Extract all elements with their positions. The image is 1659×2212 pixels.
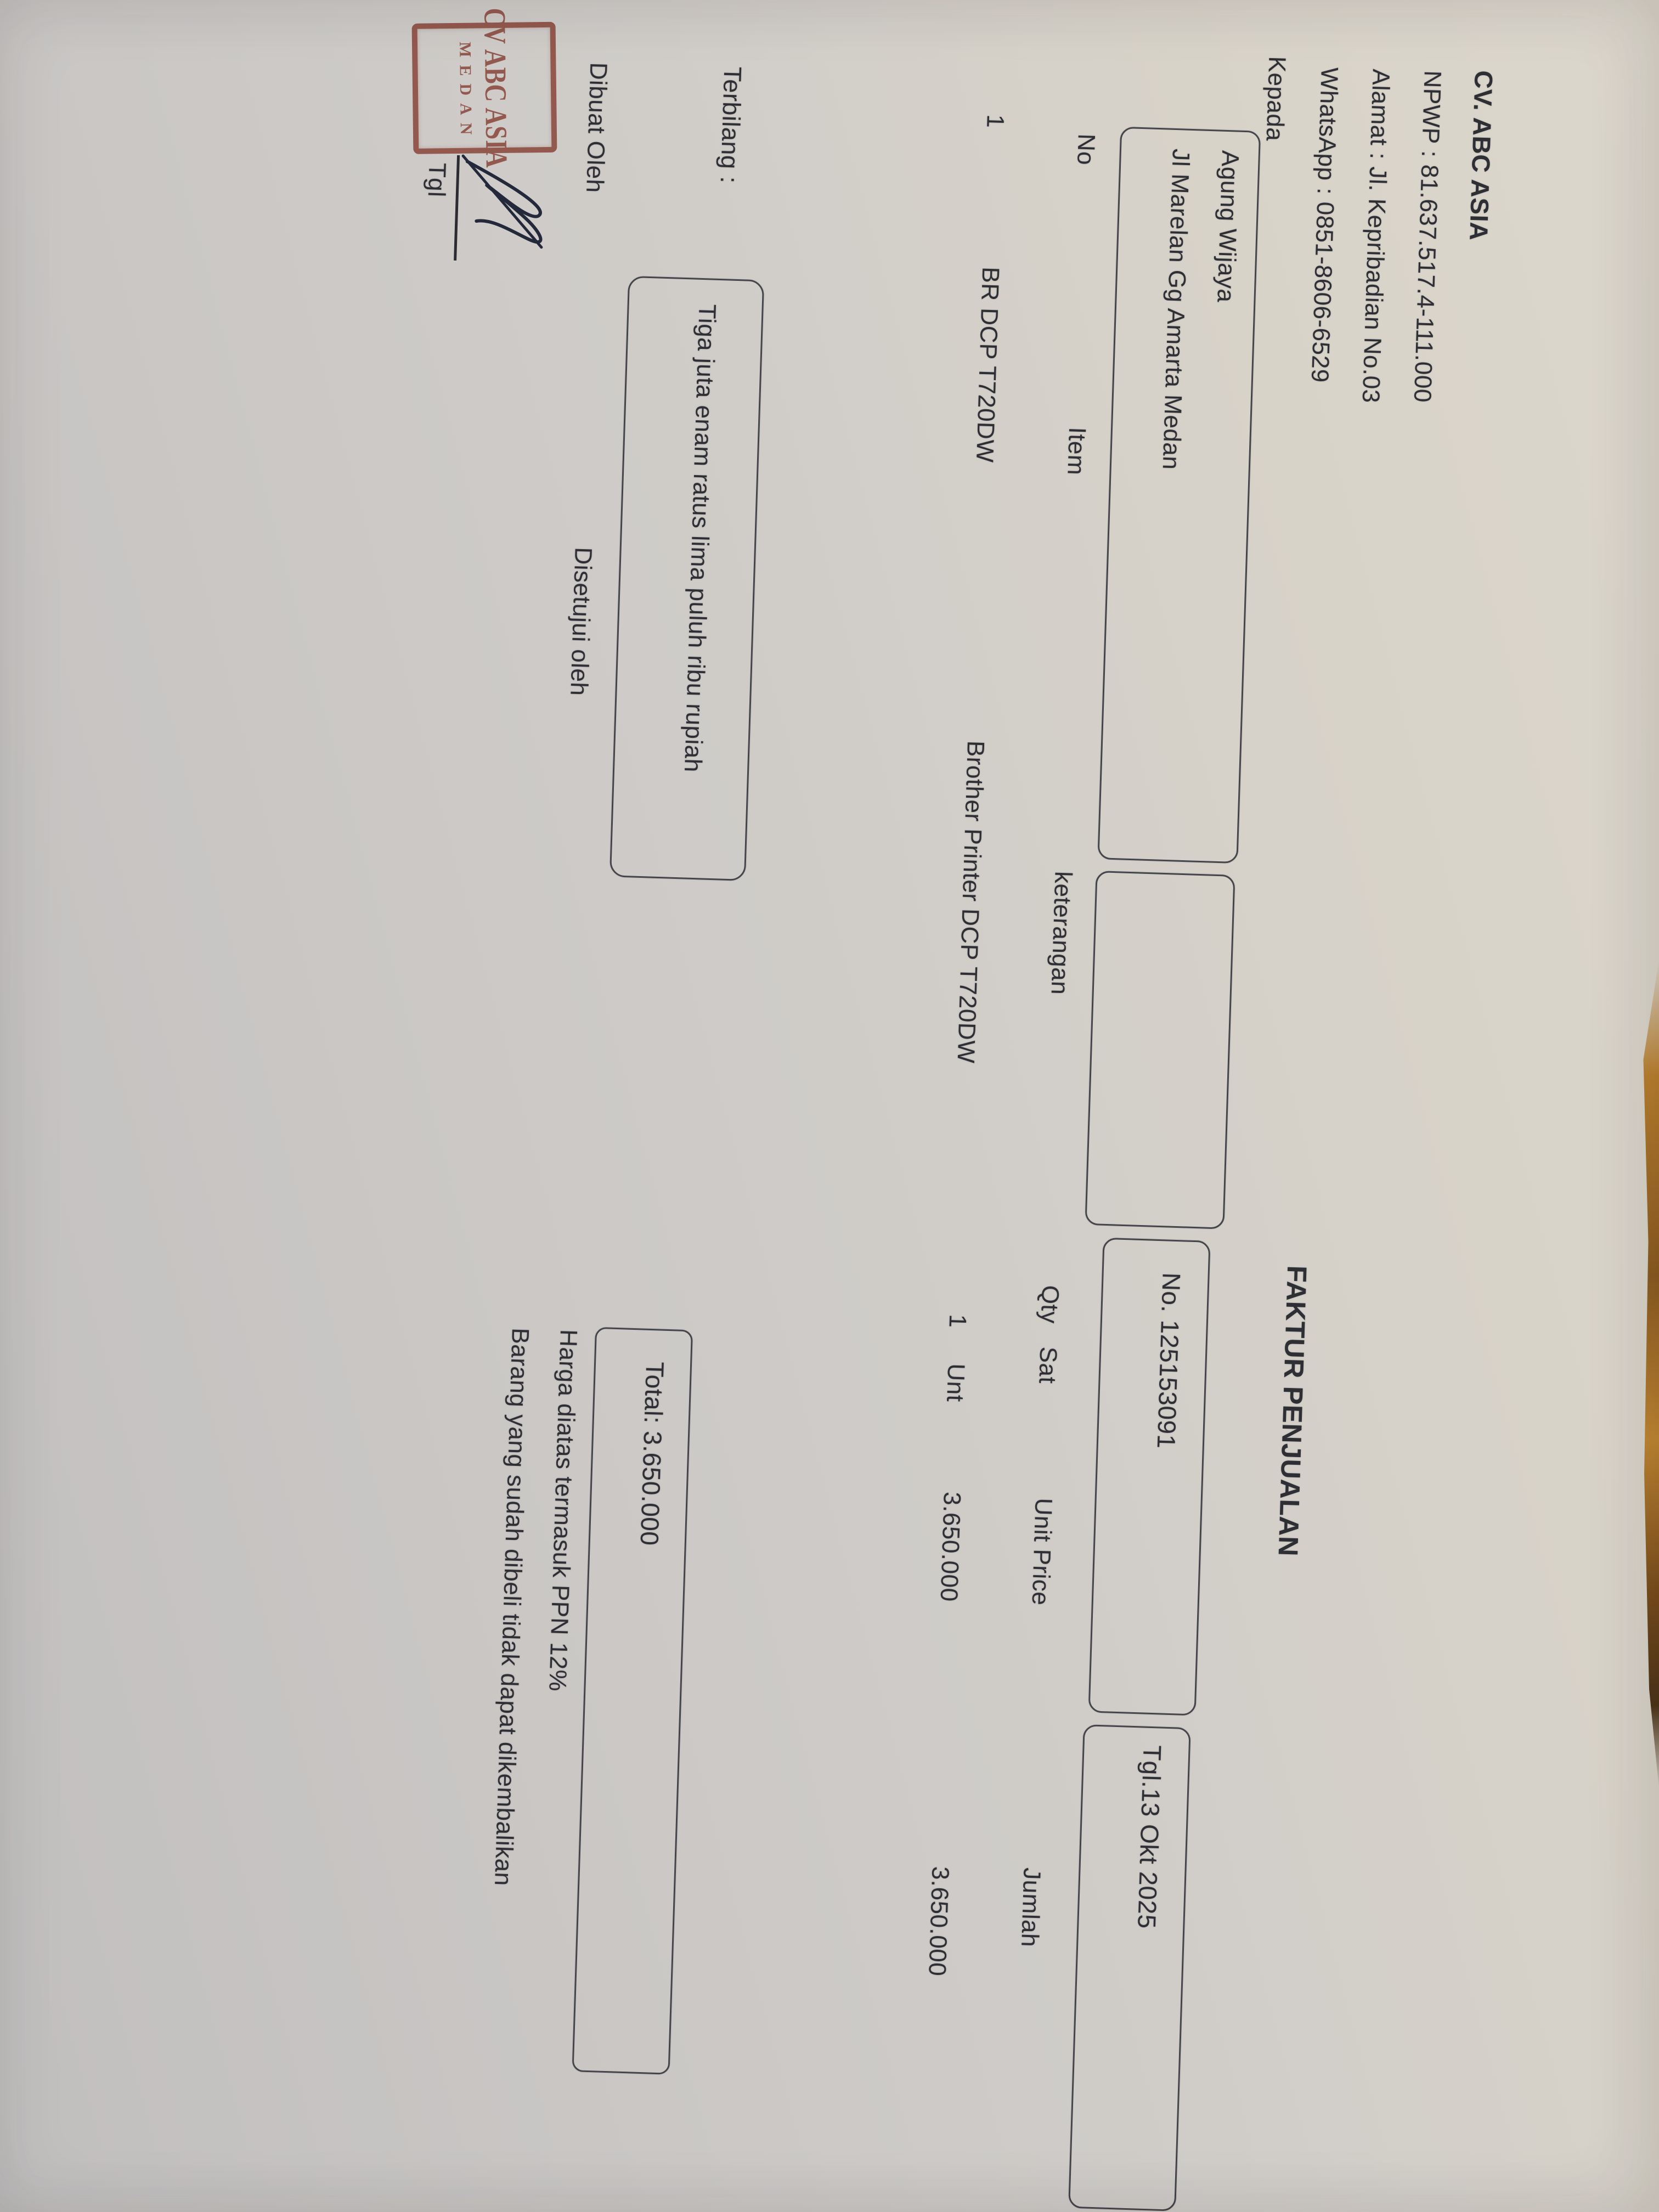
signature-squiggle [455, 151, 566, 270]
invoice-title: FAKTUR PENJUALAN [1272, 1265, 1313, 1557]
row-unit-price: 3.650.000 [935, 1491, 966, 1602]
col-header-sat: Sat [1034, 1346, 1062, 1385]
invoice-date: Tgl.13 Okt 2025 [1132, 1745, 1167, 1929]
company-stamp [412, 7, 557, 168]
stamp-company-name: CV ABC ASIA [477, 7, 514, 168]
invoice-number-box [1088, 1238, 1211, 1716]
dibuat-oleh-label: Dibuat Oleh [581, 62, 612, 194]
note-no-return: Barang yang sudah dibeli tidak dapat dikembalikan [489, 1327, 534, 1887]
total-text: Total: 3.650.000 [635, 1361, 670, 1547]
stamp-city: MEDAN [455, 41, 476, 143]
note-ppn: Harga diatas termasuk PPN 12% [544, 1329, 582, 1692]
row-no: 1 [981, 114, 1009, 129]
col-header-jumlah: Jumlah [1016, 1867, 1046, 1948]
col-header-item: Item [1062, 426, 1091, 476]
row-jumlah: 3.650.000 [923, 1866, 954, 1977]
company-whatsapp: WhatsApp : 0851-8606-6529 [1306, 66, 1343, 383]
company-npwp: NPWP : 81.637.517.4-111.000 [1408, 70, 1446, 403]
company-address: Alamat : Jl. Kepribadian No.03 [1357, 68, 1395, 404]
col-header-qty: Qty [1035, 1285, 1064, 1324]
row-qty: 1 [944, 1313, 972, 1329]
col-header-no: No [1072, 133, 1100, 166]
row-item: BR DCP T720DW [970, 266, 1005, 464]
recipient-address: Jl Marelan Gg Amarta Medan [1157, 148, 1195, 471]
disetujui-oleh-label: Disetujui oleh [565, 546, 597, 697]
recipient-secondary-empty-box [1085, 871, 1235, 1229]
invoice-number: No. 125153091 [1152, 1272, 1186, 1449]
col-header-keterangan: keterangan [1046, 871, 1077, 996]
kepada-label: Kepada [1261, 55, 1291, 142]
row-keterangan: Brother Printer DCP T720DW [952, 740, 990, 1064]
company-name: CV. ABC ASIA [1464, 70, 1498, 241]
row-sat: Unt [941, 1363, 970, 1403]
recipient-name: Agung Wijaya [1212, 150, 1244, 303]
total-box [572, 1327, 693, 2075]
terbilang-text: Tiga juta enam ratus lima puluh ribu rupiah [679, 303, 721, 773]
tgl-label: Tgl [422, 162, 451, 198]
terbilang-label: Terbilang : [715, 66, 747, 184]
invoice-date-box [1068, 1724, 1191, 2211]
col-header-unit-price: Unit Price [1026, 1497, 1057, 1606]
